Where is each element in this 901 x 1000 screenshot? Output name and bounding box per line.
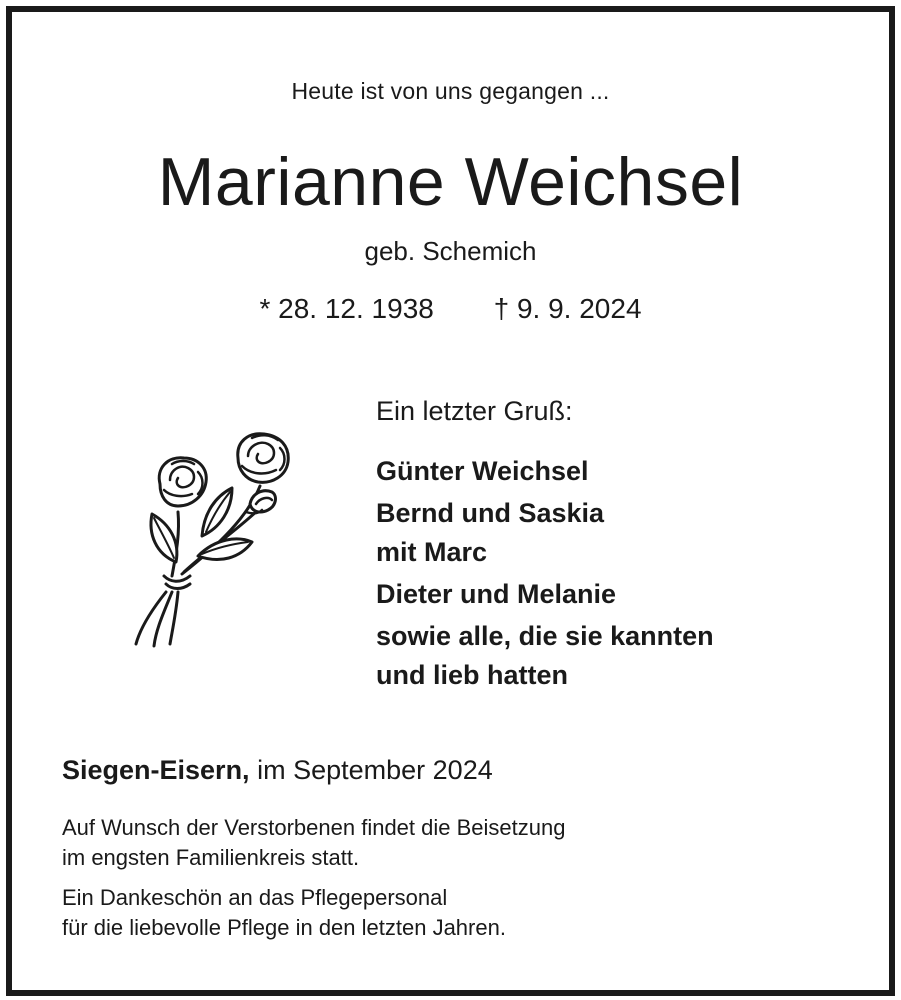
- mourner-line: sowie alle, die sie kannten: [376, 621, 714, 651]
- funeral-note: [62, 813, 565, 873]
- life-dates: [12, 295, 889, 323]
- mourner-line: Bernd und Saskia: [376, 498, 605, 528]
- note-line: Auf Wunsch der Verstorbenen findet die Beisetzung: [62, 815, 566, 840]
- place-date-line: [62, 757, 493, 784]
- place-name: Siegen-Eisern,: [62, 755, 250, 785]
- mourner-line: mit Marc: [376, 537, 488, 567]
- death-date: † 9. 9. 2024: [493, 293, 642, 324]
- note-line: Ein Dankeschön an das Pflegepersonal: [62, 885, 448, 910]
- mourner-line: und lieb hatten: [376, 660, 568, 690]
- mourner-line: Günter Weichsel: [376, 456, 589, 486]
- roses-icon: [120, 424, 320, 649]
- birth-date: * 28. 12. 1938: [259, 293, 434, 324]
- thanks-note: [62, 883, 506, 943]
- mourner-line: Dieter und Melanie: [376, 579, 617, 609]
- note-line: für die liebevolle Pflege in den letzten Jahren.: [62, 915, 506, 940]
- greeting-text: Ein letzter Gruß:: [376, 396, 573, 426]
- date-text: im September 2024: [257, 755, 493, 785]
- note-line: im engsten Familienkreis statt.: [62, 845, 360, 870]
- obituary-frame: [6, 6, 895, 996]
- mourners-list: [376, 452, 714, 695]
- deceased-name: Marianne Weichsel: [157, 144, 744, 220]
- intro-text: Heute ist von uns gegangen ...: [291, 78, 610, 104]
- maiden-name: geb. Schemich: [364, 236, 537, 266]
